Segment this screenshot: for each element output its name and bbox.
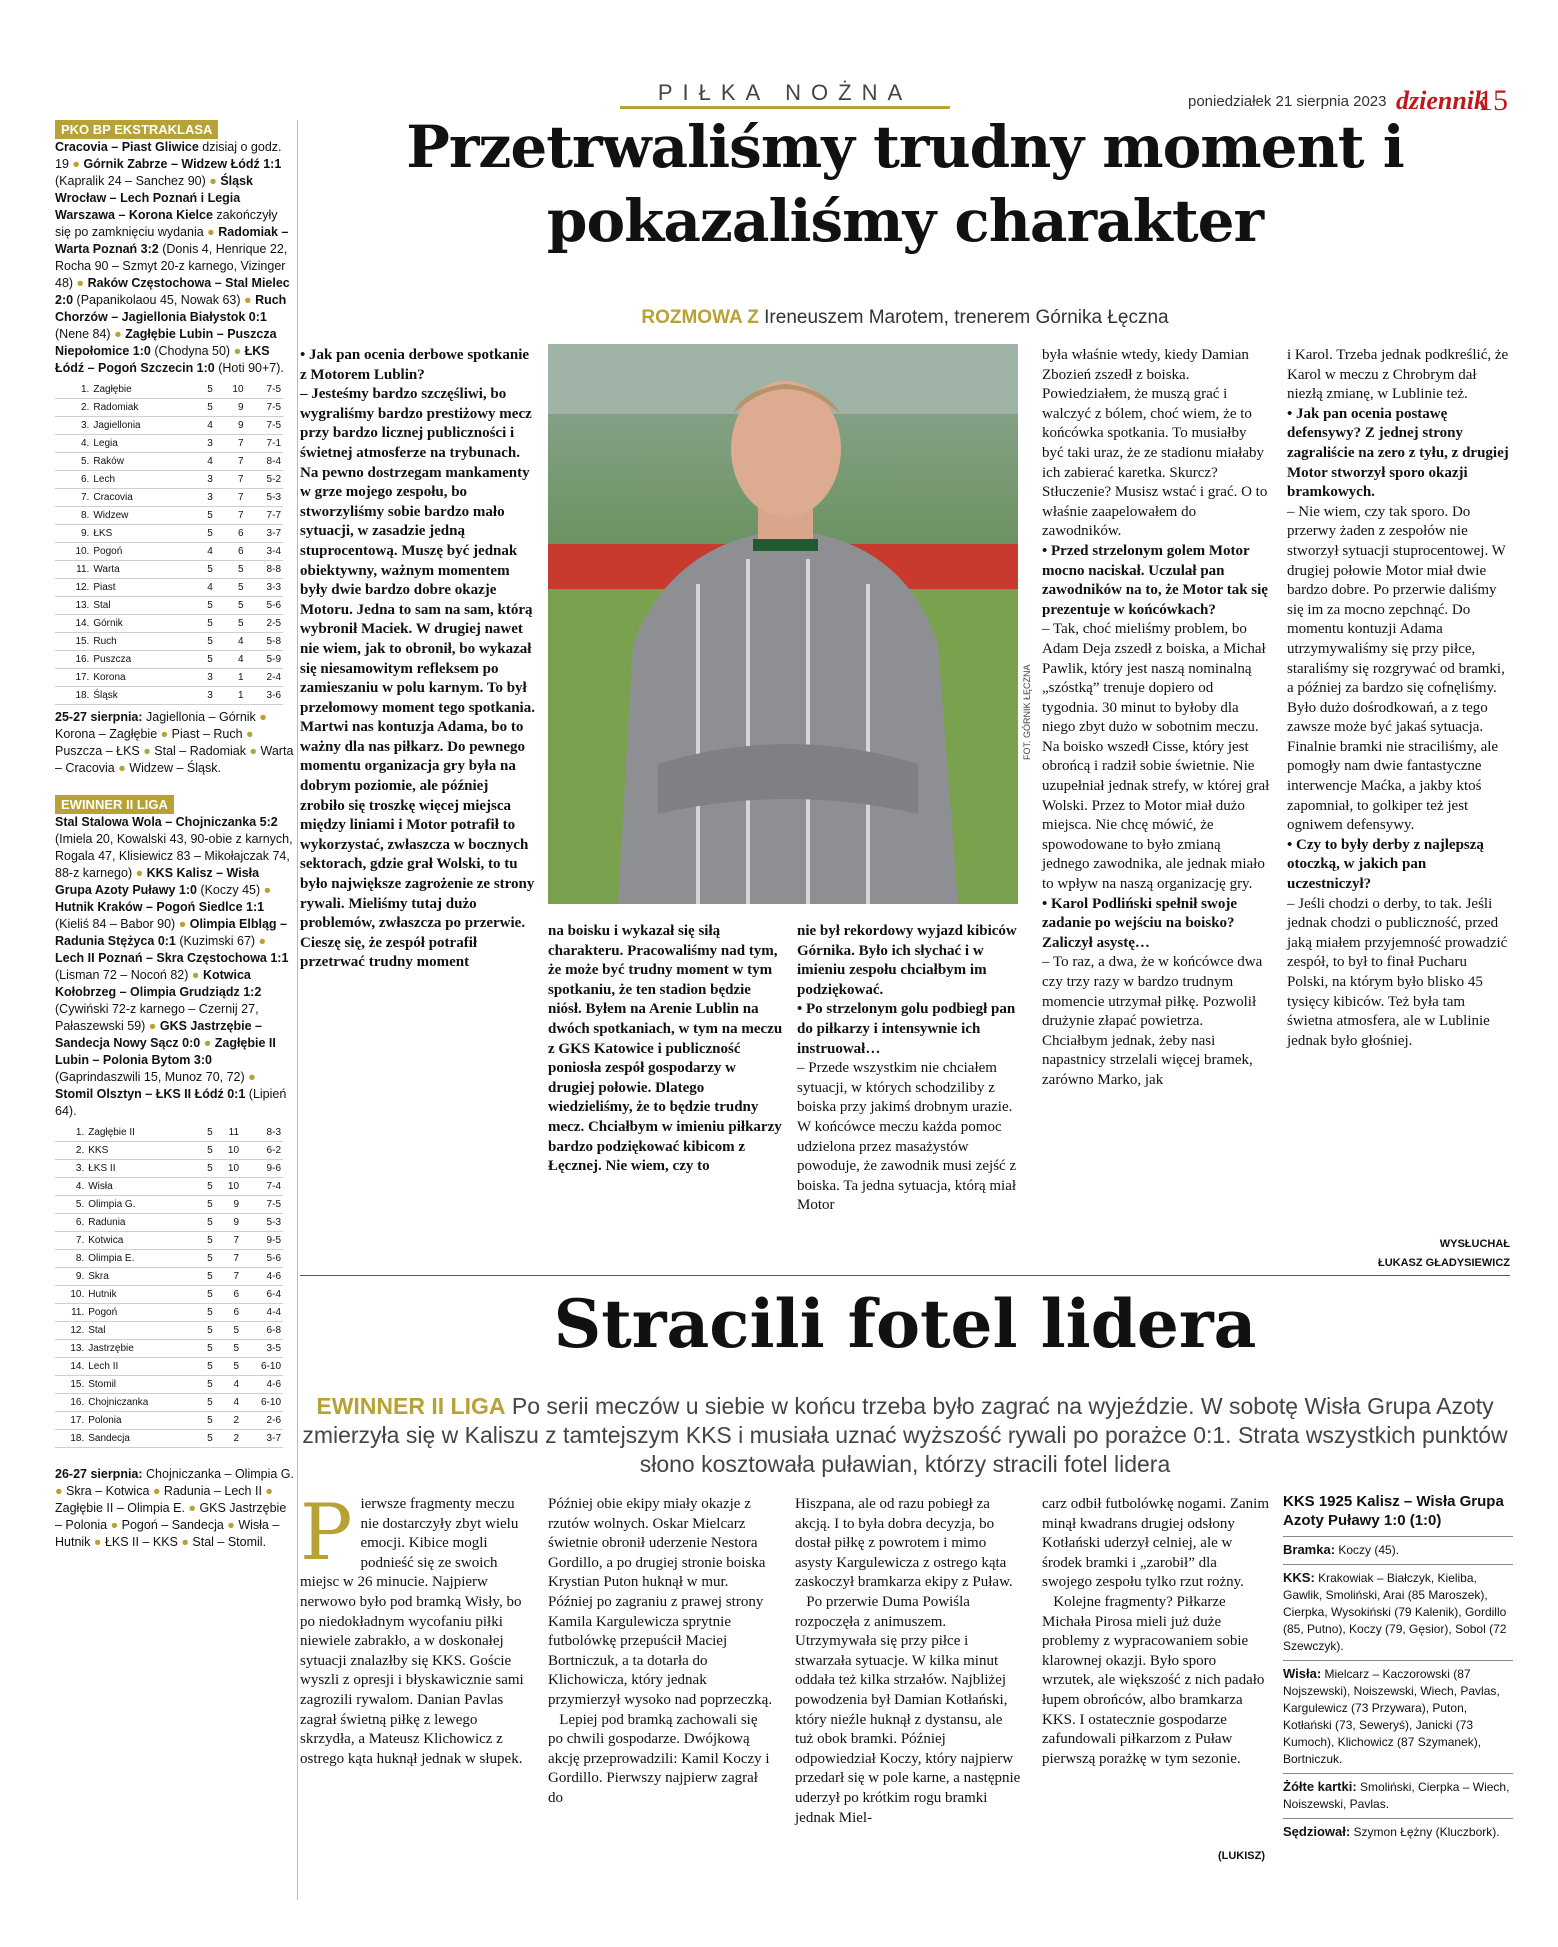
table-cell: 2-5	[246, 615, 283, 633]
table-cell: Kotwica	[86, 1232, 198, 1250]
table-cell: 2.	[55, 399, 91, 417]
table-row	[55, 1268, 283, 1286]
table-cell: Stal	[86, 1322, 198, 1340]
table-cell: 5	[198, 1214, 215, 1232]
table-cell: 12.	[55, 1322, 86, 1340]
table-cell: 9	[215, 1214, 241, 1232]
table-cell: 9.	[55, 1268, 86, 1286]
wisla-label: Wisła:	[1283, 1666, 1322, 1681]
table-row	[55, 471, 283, 489]
table-cell: 5	[195, 597, 214, 615]
table-row	[55, 507, 283, 525]
table-cell: 3.	[55, 417, 91, 435]
table-cell: 8-3	[241, 1124, 283, 1142]
table-cell: 1.	[55, 1124, 86, 1142]
table-cell: 16.	[55, 651, 91, 669]
table-cell: 4-6	[241, 1376, 283, 1394]
table-cell: Radunia	[86, 1214, 198, 1232]
table-cell: 6	[215, 1286, 241, 1304]
article1-column-3: nie był rekordowy wyjazd kibiców Górnika. Było ich słychać i w imieniu zespołu chciałbym im podziękować. • Po strzelonym golu podbiegł pan do piłkarzy i intensywnie ich instruował… – Przede wszystkim nie chciałem sytuacji, w których schodziliby z boiska przy jakimś drobnym urazie. W końcówce meczu każda pomoc udzielona przez masażystów powoduje, że zawodnik musi zejść z boiska. Ta jedna sytuacja, którą miał Motor	[797, 923, 1017, 1214]
table-cell: Skra	[86, 1268, 198, 1286]
table-cell: 4-6	[241, 1268, 283, 1286]
table-cell: 5	[195, 381, 214, 399]
table-cell: 5-6	[246, 597, 283, 615]
coach-photo-image	[548, 344, 1018, 904]
table-cell: 3	[195, 435, 214, 453]
table-cell: Pogoń	[91, 543, 195, 561]
table-cell: 5	[215, 615, 246, 633]
article2-signature: (LUKISZ)	[1217, 1850, 1265, 1862]
table-cell: 3-3	[246, 579, 283, 597]
table-cell: 3-5	[241, 1340, 283, 1358]
table-cell: 14.	[55, 615, 91, 633]
table-row	[55, 435, 283, 453]
table-cell: 7	[215, 1232, 241, 1250]
article1-lead-label: ROZMOWA Z	[641, 307, 759, 328]
table-cell: 5-8	[246, 633, 283, 651]
table-row	[55, 561, 283, 579]
table-cell: 7	[215, 507, 246, 525]
table-row	[55, 687, 283, 705]
table-cell: 7-1	[246, 435, 283, 453]
table-cell: 5	[198, 1160, 215, 1178]
table-row	[55, 1160, 283, 1178]
table-row	[55, 381, 283, 399]
table-cell: 5.	[55, 453, 91, 471]
table-cell: 12.	[55, 579, 91, 597]
table-row	[55, 597, 283, 615]
table-cell: 4	[195, 543, 214, 561]
table-cell: 6-8	[241, 1322, 283, 1340]
table-cell: 10.	[55, 1286, 86, 1304]
table-cell: Jastrzębie	[86, 1340, 198, 1358]
table-cell: 1	[215, 669, 246, 687]
table-cell: 8-8	[246, 561, 283, 579]
table-cell: 6	[215, 525, 246, 543]
table-row	[55, 1358, 283, 1376]
article1-column-2: na boisku i wykazał się siłą charakteru. Pracowaliśmy nad tym, że może być trudny moment w tym spotkaniu, że ten stadion będzie niósł. Byłem na Arenie Lublin na dwóch spotkaniach, w tym na meczu z GKS Katowice i publiczność poniosła zespół gospodarzy w drugiej połowie. Dlatego wiedzieliśmy, że to będzie trudny mecz. Chciałbym w imieniu piłkarzy bardzo podziękować kibicom z Łęcznej. Nie wiem, czy to	[548, 923, 783, 1175]
table-cell: 5	[195, 507, 214, 525]
table-row	[55, 615, 283, 633]
table-row	[55, 579, 283, 597]
table-row	[55, 1178, 283, 1196]
table-cell: 7-7	[246, 507, 283, 525]
table-cell: 5	[198, 1250, 215, 1268]
table-cell: 5-3	[246, 489, 283, 507]
table-cell: 14.	[55, 1358, 86, 1376]
table-cell: 5	[198, 1142, 215, 1160]
match-cards	[1283, 1773, 1513, 1818]
table-cell: 6.	[55, 471, 91, 489]
table-cell: Olimpia E.	[86, 1250, 198, 1268]
article2-headline: Stracili fotel lidera	[553, 1285, 1257, 1363]
table-cell: 5	[195, 561, 214, 579]
table-cell: 5	[215, 1340, 241, 1358]
results-sidebar	[55, 120, 295, 1555]
table-row	[55, 651, 283, 669]
sidebar-divider	[297, 120, 298, 1900]
table-row	[55, 1124, 283, 1142]
page-number: 15	[1478, 84, 1508, 117]
table-cell: 11	[215, 1124, 241, 1142]
table-row	[55, 1430, 283, 1448]
table-cell: 4	[195, 579, 214, 597]
ekstraklasa-heading: PKO BP EKSTRAKLASA	[55, 120, 218, 139]
table-cell: Stomil	[86, 1376, 198, 1394]
table-cell: 5	[198, 1394, 215, 1412]
table-cell: 1	[215, 687, 246, 705]
table-cell: 5	[198, 1304, 215, 1322]
table-cell: 5	[198, 1196, 215, 1214]
referee-label: Sędziował:	[1283, 1824, 1351, 1839]
table-row	[55, 1214, 283, 1232]
table-cell: 2-4	[246, 669, 283, 687]
article-divider	[300, 1275, 1510, 1276]
table-cell: 6.	[55, 1214, 86, 1232]
table-cell: 15.	[55, 633, 91, 651]
article2-column-1-text: ierwsze fragmenty meczu nie dostarczyły zbyt wielu emocji. Kibice mogli podnieść się ze swoich miejsc w 26 minucie. Najpierw nerwowo było pod bramką Wisły, bo po niedokładnym wycofaniu piłki niewiele zabrakło, a w doskonałej sytuacji znalazłby się KKS. Goście wyszli z opresji i błyskawicznie sami zagrozili rywalom. Danian Pavlas zagrał świetną piłkę z lewego skrzydła, a Mateusz Klichowicz z ostrego kąta huknął jednak w słupek.	[300, 1496, 524, 1767]
table-cell: 5	[195, 651, 214, 669]
table-row	[55, 1376, 283, 1394]
table-row	[55, 1196, 283, 1214]
table-cell: Hutnik	[86, 1286, 198, 1304]
table-cell: Lech II	[86, 1358, 198, 1376]
table-cell: 9	[215, 417, 246, 435]
table-row	[55, 417, 283, 435]
article2-dropcap: P	[300, 1488, 353, 1578]
newspaper-logo: dziennik	[1396, 86, 1488, 115]
table-cell: 8-4	[246, 453, 283, 471]
table-cell: 4	[215, 1376, 241, 1394]
table-cell: Jagiellonia	[91, 417, 195, 435]
table-row	[55, 1286, 283, 1304]
kks-value: Krakowiak – Białczyk, Kieliba, Gawlik, Smoliński, Arai (85 Maroszek), Cierpka, Wysokiński (79 Kalenik), Gordillo (85, Putno), Koczy (79, Gęsior), Sobol (72 Szewczyk).	[1283, 1571, 1507, 1653]
table-cell: 5.	[55, 1196, 86, 1214]
table-cell: 6-10	[241, 1394, 283, 1412]
table-row	[55, 1340, 283, 1358]
table-cell: Pogoń	[86, 1304, 198, 1322]
table-cell: Piast	[91, 579, 195, 597]
table-cell: 9-5	[241, 1232, 283, 1250]
table-cell: 7-5	[246, 399, 283, 417]
table-cell: 5	[198, 1124, 215, 1142]
table-cell: 13.	[55, 1340, 86, 1358]
article1-lead-text: Ireneuszem Marotem, trenerem Górnika Łęczna	[764, 307, 1169, 328]
table-cell: KKS	[86, 1142, 198, 1160]
table-cell: 5	[198, 1430, 215, 1448]
table-cell: 5	[215, 579, 246, 597]
table-cell: 9.	[55, 525, 91, 543]
article2-column-4: carz odbił futbolówkę nogami. Zanim minął kwadrans drugiej odsłony Kotłański uderzył celniej, ale w środek bramki i „zarobił” dla swojego zespołu tylko rzut rożny. Kolejne fragmenty? Piłkarze Michała Pirosa mieli już duże problemy z wypracowaniem sobie klarownej okazji. Było sporo wrzutek, ale większość z nich padało łupem obrońców, albo bramkarza KKS. I ostatecznie gospodarze zafundowali piłkarzom z Puław pierwszą porażkę w tym sezonie.	[1042, 1496, 1270, 1767]
table-cell: 4-4	[241, 1304, 283, 1322]
ewinner-next-round: 26-27 sierpnia: Chojniczanka – Olimpia G. ● Skra – Kotwica ● Radunia – Lech II ● Zagłębie II – Olimpia E. ● GKS Jastrzębie – Polonia ● Pogoń – Sandecja ● Wisła – Hutnik ● ŁKS II – KKS ● Stal – Stomil.	[55, 1467, 294, 1549]
table-cell: Ruch	[91, 633, 195, 651]
table-cell: 3	[195, 471, 214, 489]
table-cell: 5	[198, 1412, 215, 1430]
match-lineup-wisla	[1283, 1660, 1513, 1773]
table-cell: 5-3	[241, 1214, 283, 1232]
table-cell: 7-4	[241, 1178, 283, 1196]
table-cell: 10	[215, 381, 246, 399]
byline-name: ŁUKASZ GŁADYSIEWICZ	[1378, 1257, 1510, 1269]
table-cell: Polonia	[86, 1412, 198, 1430]
table-cell: 6-4	[241, 1286, 283, 1304]
table-cell: ŁKS II	[86, 1160, 198, 1178]
table-row	[55, 1412, 283, 1430]
table-cell: 3	[195, 669, 214, 687]
table-cell: 7	[215, 435, 246, 453]
match-report-box	[1283, 1492, 1513, 1846]
table-cell: 18.	[55, 1430, 86, 1448]
table-cell: ŁKS	[91, 525, 195, 543]
table-cell: 8.	[55, 507, 91, 525]
table-cell: 2	[215, 1430, 241, 1448]
referee-value: Szymon Łężny (Kluczbork).	[1353, 1825, 1500, 1839]
kks-label: KKS:	[1283, 1570, 1315, 1585]
table-row	[55, 1232, 283, 1250]
table-cell: 2-6	[241, 1412, 283, 1430]
table-cell: 3-4	[246, 543, 283, 561]
table-cell: 10.	[55, 543, 91, 561]
table-cell: 7	[215, 453, 246, 471]
table-cell: 11.	[55, 1304, 86, 1322]
article1-column-4: była właśnie wtedy, kiedy Damian Zbozień zszedł z boiska. Powiedziałem, że muszą grać i walczyć z bólem, choć wiem, że to końcówka spotkania. To musiałby być taki uraz, że ze stadionu miałaby ich zabierać karetka. Skurcz? Stłuczenie? Musisz wstać i grać. O to właśnie zaapelowałem do zawodników. • Przed strzelonym golem Motor mocno naciskał. Uczulał pan zawodników na to, że Motor tak się prezentuje w końcówkach? – Tak, choć mieliśmy problem, bo Adam Deja zszedł z boiska, a Michał Pawlik, który jest naszą nominalną „szóstką” trenuje dopiero od tygodnia. 30 minut to byłoby dla niego zbyt dużo w sobotnim meczu. Na boisko wszedł Cisse, który jest obrońcą i radził sobie świetnie. Nie uzupełniał jednak strefy, w której grał Wolski. Przez to Motor miał dużo miejsca. Nie chcę mówić, że spowodowane to było zmianą jednego zawodnika, ale jednak miało to wpływ na naszą organizację gry. • Karol Podliński spełnił swoje zadanie po wejściu na boisko? Zaliczył asystę… – To raz, a dwa, że w końcówce dwa czy trzy razy w bardzo trudnym momencie utrzymał piłkę. Pozwolił drużynie złapać powietrza. Chciałbym jednak, żeby nasi napastnicy strzelali więcej bramek, zarówno Marko, jak	[1042, 347, 1270, 1088]
table-cell: 5	[198, 1268, 215, 1286]
table-cell: 4	[215, 651, 246, 669]
table-cell: 16.	[55, 1394, 86, 1412]
table-cell: Górnik	[91, 615, 195, 633]
table-cell: 4	[215, 633, 246, 651]
article2-column-3: Hiszpana, ale od razu pobiegł za akcją. I to była dobra decyzja, bo dostał piłkę z powrotem i mimo asysty Kargulewicza z ostrego kąta zaskoczył bramkarza ekipy z Puław. Po przerwie Duma Powiśla rozpoczęła z animuszem. Utrzymywała się przy piłce i stwarzała sytuacje. W kilka minut oddała też kilka strzałów. Najbliżej powodzenia był Damian Kotłański, który nieźle huknął z dystansu, ale tuż obok bramki. Później odpowiedział Koczy, który najpierw przedarł się w pole karne, a następnie uderzył po krótkim rogu bramki jednak Miel-	[795, 1496, 1021, 1826]
article2-lead-text: Po serii meczów u siebie w końcu trzeba było zagrać na wyjeździe. W sobotę Wisła Grupa Azoty zmierzyła się w Kaliszu z tamtejszym KKS i musiała uznać wyższość rywali po porażce 0:1. Strata wszystkich punktów słono kosztowała puławian, którzy stracili fotel lidera	[302, 1393, 1508, 1477]
table-cell: Radomiak	[91, 399, 195, 417]
cards-label: Żółte kartki:	[1283, 1779, 1357, 1794]
table-cell: 6	[215, 1304, 241, 1322]
ekstraklasa-table	[55, 381, 283, 705]
article1-column-5: i Karol. Trzeba jednak podkreślić, że Karol w meczu z Chrobrym dał niezłą zmianę, w Lublinie też. • Jak pan ocenia postawę defensywy? Z jednej strony zagraliście na zero z tyłu, z drugiej Motor stworzył sporo okazji bramkowych. – Nie wiem, czy tak sporo. Do przerwy żaden z zespołów nie stworzył sytuacji stuprocentowej. W drugiej połowie Motor miał dwie bardzo dobre. Po przerwie daliśmy się im za mocno zepchnąć. Do momentu kontuzji Adama utrzymywaliśmy się przy piłce, staraliśmy się rozgrywać od bramki, a później za bardzo się cofnęliśmy. Było dużo dośrodkowań, a z tego zawsze może być jakaś sytuacja. Finalnie bramki nie straciliśmy, ale pomogły nam dwie fantastyczne interwencje Maćka, a jakby ktoś zapomniał, to golkiper też jest ogniwem defensywy. • Czy to były derby z najlepszą otoczką, w jakich pan uczestniczył? – Jeśli chodzi o derby, to tak. Jeśli jednak chodzi o publiczność, przed jaką miałem przyjemność prowadzić zespół, to był to finał Pucharu Polski, na którym było blisko 45 tysięcy kibiców. Też była tam świetna atmosfera, ale w Lublinie jednak było głośniej.	[1287, 347, 1509, 1049]
table-cell: 5	[198, 1376, 215, 1394]
table-cell: 5	[198, 1178, 215, 1196]
table-cell: 5-2	[246, 471, 283, 489]
table-cell: 4.	[55, 1178, 86, 1196]
ekstraklasa-results: Cracovia – Piast Gliwice dzisiaj o godz. 19 ● Górnik Zabrze – Widzew Łódź 1:1 (Kapralik 24 – Sanchez 90) ● Śląsk Wrocław – Lech Poznań i Legia Warszawa – Korona Kielce zakończyły się po zamknięciu wydania ● Radomiak – Warta Poznań 3:2 (Donis 4, Henrique 22, Rocha 90 – Szmyt 20-z karnego, Vizinger 48) ● Raków Częstochowa – Stal Mielec 2:0 (Papanikolaou 45, Nowak 63) ● Ruch Chorzów – Jagiellonia Białystok 0:1 (Nene 84) ● Zagłębie Lubin – Puszcza Niepołomice 1:0 (Chodyna 50) ● ŁKS Łódź – Pogoń Szczecin 1:0 (Hoti 90+7).	[55, 140, 290, 375]
table-row	[55, 633, 283, 651]
table-cell: 5-9	[246, 651, 283, 669]
table-cell: 7.	[55, 1232, 86, 1250]
table-cell: Cracovia	[91, 489, 195, 507]
table-row	[55, 399, 283, 417]
table-cell: Śląsk	[91, 687, 195, 705]
table-row	[55, 489, 283, 507]
match-goals	[1283, 1536, 1513, 1564]
table-cell: Raków	[91, 453, 195, 471]
table-cell: 2	[215, 1412, 241, 1430]
table-cell: 7-5	[246, 417, 283, 435]
wisla-value: Mielcarz – Kaczorowski (87 Nojszewski), Noiszewski, Wiech, Pavlas, Kargulewicz (73 Przywara), Puton, Kotłański (73, Seweryś), Janicki (73 Kumoch), Klichowicz (87 Szymanek), Bortniczuk.	[1283, 1667, 1500, 1766]
table-cell: 4	[215, 1394, 241, 1412]
table-cell: 7	[215, 489, 246, 507]
table-cell: 5	[215, 597, 246, 615]
section-rule	[620, 106, 950, 109]
table-cell: 4.	[55, 435, 91, 453]
table-cell: 17.	[55, 1412, 86, 1430]
table-cell: Chojniczanka	[86, 1394, 198, 1412]
table-cell: 9	[215, 399, 246, 417]
table-cell: 5	[215, 1358, 241, 1376]
table-cell: 3.	[55, 1160, 86, 1178]
table-cell: 11.	[55, 561, 91, 579]
table-row	[55, 453, 283, 471]
table-cell: Wisła	[86, 1178, 198, 1196]
table-cell: 5	[198, 1322, 215, 1340]
article1-headline: Przetrwaliśmy trudny moment i pokazaliśmy charakter	[406, 113, 1404, 255]
table-cell: 9-6	[241, 1160, 283, 1178]
ewinner-heading: EWINNER II LIGA	[55, 795, 174, 814]
article2-lead-label: EWINNER II LIGA	[316, 1393, 506, 1419]
table-cell: 5	[198, 1358, 215, 1376]
table-cell: 10	[215, 1178, 241, 1196]
table-cell: 13.	[55, 597, 91, 615]
match-title: KKS 1925 Kalisz – Wisła Grupa Azoty Puławy 1:0 (1:0)	[1283, 1493, 1504, 1529]
table-cell: 8.	[55, 1250, 86, 1268]
table-cell: 3	[195, 489, 214, 507]
table-cell: Lech	[91, 471, 195, 489]
article2-lead	[300, 1392, 1510, 1479]
table-cell: 4	[195, 417, 214, 435]
table-cell: Zagłębie II	[86, 1124, 198, 1142]
table-cell: 3-7	[241, 1430, 283, 1448]
article2-column-1	[300, 1488, 528, 1769]
article2-column-2: Później obie ekipy miały okazje z rzutów wolnych. Oskar Mielcarz świetnie obronił uderzenie Nestora Gordillo, a po drugiej stronie boiska Krystian Puton huknął w mur. Później po zagraniu z prawej strony Kamila Kargulewicza sprytnie futbolówkę przepuścił Maciej Bortniczuk, a ta dotarła do Klichowicza, który jednak przymierzył wysoko nad poprzeczką. Lepiej pod bramką zachowali się po chwili gospodarze. Dwójkową akcję przeprowadzili: Kamil Koczy i Gordillo. Pierwszy najpierw zagrał do	[548, 1496, 773, 1806]
cards-value: Smoliński, Cierpka – Wiech, Noiszewski, Pavlas.	[1283, 1780, 1510, 1811]
table-cell: 5	[195, 633, 214, 651]
table-cell: 7	[215, 1250, 241, 1268]
table-cell: 15.	[55, 1376, 86, 1394]
article1-lead	[300, 307, 1510, 329]
table-cell: Zagłębie	[91, 381, 195, 399]
table-cell: 5	[198, 1232, 215, 1250]
table-cell: 17.	[55, 669, 91, 687]
match-lineup-kks	[1283, 1564, 1513, 1660]
table-cell: 5-6	[241, 1250, 283, 1268]
table-row	[55, 1142, 283, 1160]
table-row	[55, 669, 283, 687]
table-cell: 6-10	[241, 1358, 283, 1376]
table-cell: 6-2	[241, 1142, 283, 1160]
table-row	[55, 1304, 283, 1322]
table-cell: 2.	[55, 1142, 86, 1160]
table-cell: Korona	[91, 669, 195, 687]
coach-photo	[548, 344, 1018, 904]
table-row	[55, 1250, 283, 1268]
table-cell: 5	[215, 561, 246, 579]
table-cell: 10	[215, 1160, 241, 1178]
article1-byline	[1260, 1235, 1510, 1273]
table-cell: Sandecja	[86, 1430, 198, 1448]
table-cell: 5	[195, 525, 214, 543]
table-cell: 5	[195, 615, 214, 633]
table-cell: 6	[215, 543, 246, 561]
table-row	[55, 543, 283, 561]
byline-label: WYSŁUCHAŁ	[1439, 1238, 1510, 1250]
table-cell: Widzew	[91, 507, 195, 525]
table-row	[55, 525, 283, 543]
table-cell: 7	[215, 471, 246, 489]
table-cell: 5	[195, 399, 214, 417]
table-cell: 7-5	[241, 1196, 283, 1214]
table-row	[55, 1394, 283, 1412]
table-cell: 7.	[55, 489, 91, 507]
match-referee	[1283, 1818, 1513, 1846]
table-cell: 10	[215, 1142, 241, 1160]
issue-date: poniedziałek 21 sierpnia 2023	[1188, 93, 1387, 110]
ewinner-table	[55, 1124, 283, 1448]
ekstraklasa-next-round: 25-27 sierpnia: Jagiellonia – Górnik ● Korona – Zagłębie ● Piast – Ruch ● Puszcza – ŁKS ● Stal – Radomiak ● Warta – Cracovia ● Widzew – Śląsk.	[55, 710, 294, 775]
section-label: PIŁKA NOŻNA	[657, 80, 913, 105]
table-cell: 5	[198, 1340, 215, 1358]
table-cell: Legia	[91, 435, 195, 453]
table-cell: 3-7	[246, 525, 283, 543]
table-cell: 7-5	[246, 381, 283, 399]
table-row	[55, 1322, 283, 1340]
table-cell: 1.	[55, 381, 91, 399]
table-cell: 9	[215, 1196, 241, 1214]
table-cell: 18.	[55, 687, 91, 705]
table-cell: 5	[215, 1322, 241, 1340]
table-cell: Warta	[91, 561, 195, 579]
goals-value: Koczy (45).	[1338, 1543, 1400, 1557]
goals-label: Bramka:	[1283, 1542, 1336, 1557]
table-cell: Olimpia G.	[86, 1196, 198, 1214]
table-cell: Stal	[91, 597, 195, 615]
table-cell: 3	[195, 687, 214, 705]
table-cell: 5	[198, 1286, 215, 1304]
ewinner-results: Stal Stalowa Wola – Chojniczanka 5:2 (Imiela 20, Kowalski 43, 90-obie z karnych, Rogala 47, Klisiewicz 83 – Mikołajczak 74, 88-z karnego) ● KKS Kalisz – Wisła Grupa Azoty Puławy 1:0 (Koczy 45) ● Hutnik Kraków – Pogoń Siedlce 1:1 (Kieliś 84 – Babor 90) ● Olimpia Elbląg – Radunia Stężyca 0:1 (Kuzimski 67) ● Lech II Poznań – Skra Częstochowa 1:1 (Lisman 72 – Nocoń 82) ● Kotwica Kołobrzeg – Olimpia Grudziądz 1:2 (Cywiński 72-z karnego – Czernij 27, Pałaszewski 59) ● GKS Jastrzębie – Sandecja Nowy Sącz 0:0 ● Zagłębie II Lubin – Polonia Bytom 3:0 (Gaprindaszwili 15, Munoz 70, 72) ● Stomil Olsztyn – ŁKS II Łódź 0:1 (Lipień 64).	[55, 815, 293, 1118]
article1-column-1: • Jak pan ocenia derbowe spotkanie z Motorem Lublin? – Jesteśmy bardzo szczęśliwi, bo wygraliśmy bardzo prestiżowy mecz przy bardzo licznej publiczności i świetnej atmosferze na trybunach. Na pewno dostrzegam mankamenty w grze mojego zespołu, bo stworzyliśmy sobie bardzo mało sytuacji, w zasadzie jedną stuprocentową. Muszę być jednak obiektywny, ważnym momentem były dwie bardzo dobre okazje Motoru. Jedna to sam na sam, którą wybronił Maciek. W drugiej nawet nie wiem, jak to obronił, bo wykazał się niesamowitym refleksem po zamieszaniu w polu karnym. To był przełomowy moment tego spotkania. Martwi nas kontuzja Adama, bo to ważny dla nas piłkarz. Do pewnego momentu organizacja gry była na dobrym poziomie, ale później zrobiło się troszkę więcej miejsca między liniami i Motor potrafił to wykorzystać, zwłaszcza w bocznych sektorach, gdzie grał Wolski, to tu było największe zagrożenie ze strony rywali. Mieliśmy tutaj dużo problemów, zwłaszcza po przerwie. Cieszę się, że zespół potrafił przetrwać trudny moment	[300, 347, 535, 971]
table-cell: Puszcza	[91, 651, 195, 669]
table-cell: 4	[195, 453, 214, 471]
photo-credit: FOT. GÓRNIK ŁĘCZNA	[1022, 664, 1032, 760]
table-cell: 7	[215, 1268, 241, 1286]
table-cell: 3-6	[246, 687, 283, 705]
